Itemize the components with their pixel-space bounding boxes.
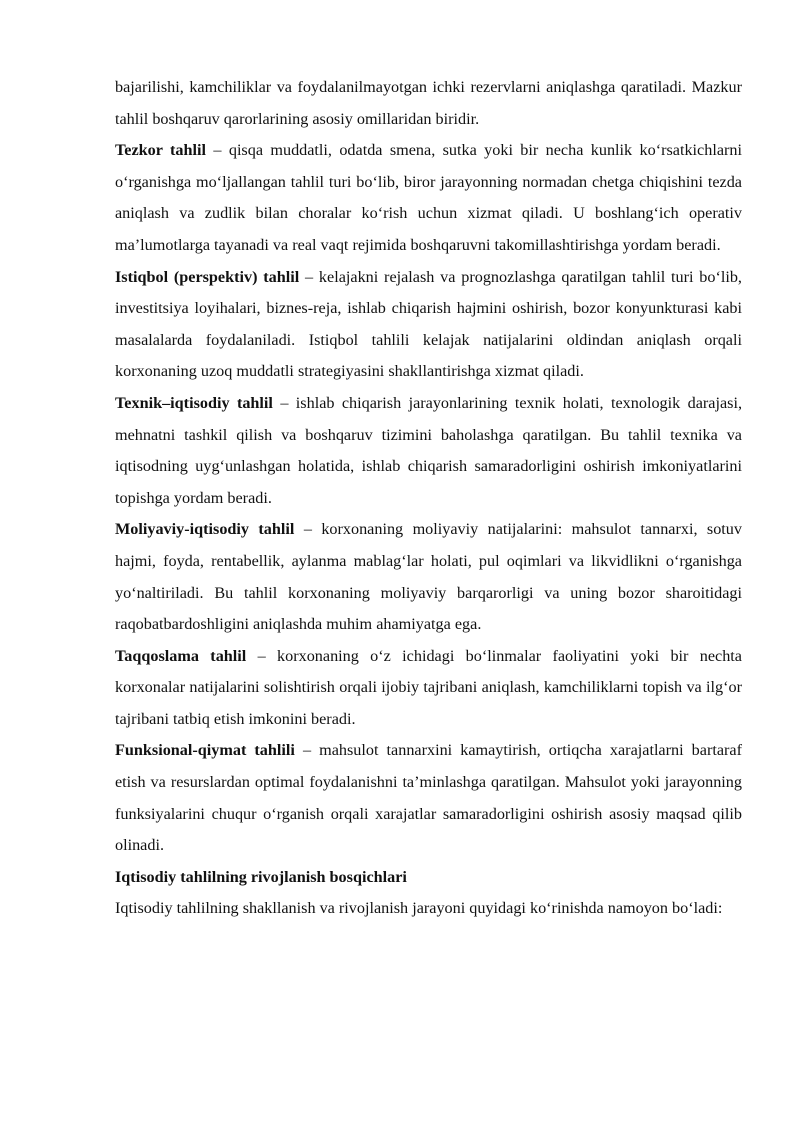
definition-text: – korxonaning moliyaviy natijalarini: mahsulot tannarxi, sotuv hajmi, foyda, rentabellik, aylanma mablag‘lar holati, pul oqimlari va likvidlikni o‘rganishga yo‘naltiriladi. Bu tahlil korxonaning moliyaviy barqarorligi va uning bozor sharoitidagi raqobatbardoshligini aniqlashda muhim ahamiyatga ega. xyxy=(115,520,742,634)
definition-comparative-analysis xyxy=(115,641,742,736)
intro-paragraph: bajarilishi, kamchiliklar va foydalanilmayotgan ichki rezervlarni aniqlashga qaratiladi. Mazkur tahlil boshqaruv qarorlarining asosiy omillaridan biridir. xyxy=(115,78,742,128)
definition-text: – mahsulot tannarxini kamaytirish, ortiqcha xarajatlarni bartaraf etish va resurslardan optimal foydalanishni ta’minlashga qaratilgan. Mahsulot yoki jarayonning funksiyalarini chuqur o‘rganish orqali xarajatlar samaradorligini oshirish asosiy maqsad qilib olinadi. xyxy=(115,741,742,855)
definition-operative-analysis xyxy=(115,135,742,261)
definition-term: Texnik–iqtisodiy tahlil xyxy=(115,393,273,412)
definition-term: Moliyaviy-iqtisodiy tahlil xyxy=(115,520,295,539)
definition-term: Funksional-qiymat tahlili xyxy=(115,741,295,760)
document-page xyxy=(115,72,742,925)
definition-text: – ishlab chiqarish jarayonlarining texnik holati, texnologik darajasi, mehnatni tashkil qilish va boshqaruv tizimini baholashga qaratilgan. Bu tahlil texnika va iqtisodning uyg‘unlashgan holatida, ishlab chiqarish samaradorligini oshirish imkoniyatlarini topishga yordam beradi. xyxy=(115,393,742,507)
definition-term: Istiqbol (perspektiv) tahlil xyxy=(115,267,300,286)
definition-term: Tezkor tahlil xyxy=(115,141,207,160)
definition-text: – qisqa muddatli, odatda smena, sutka yoki bir necha kunlik ko‘rsatkichlarni o‘rganishga mo‘ljallangan tahlil turi bo‘lib, biror jarayonning normadan chetga chiqishini tezda aniqlash va zudlik bilan choralar ko‘rish uchun xizmat qiladi. U boshlang‘ich operativ ma’lumotlarga tayanadi va real vaqt rejimida boshqaruvni takomillashtirishga yordam beradi. xyxy=(115,141,742,254)
definition-text: – kelajakni rejalash va prognozlashga qaratilgan tahlil turi bo‘lib, investitsiya loyihalari, biznes-reja, ishlab chiqarish hajmini oshirish, bozor konyunkturasi kabi masalalarda foydalaniladi. Istiqbol tahlili kelajak natijalarini oldindan aniqlash orqali korxonaning uzoq muddatli strategiyasini shakllantirishga xizmat qiladi. xyxy=(115,267,742,381)
definition-technical-economic-analysis xyxy=(115,388,742,514)
definition-term: Taqqoslama tahlil xyxy=(115,646,247,665)
definition-text: – korxonaning o‘z ichidagi bo‘linmalar faoliyatini yoki bir nechta korxonalar natijalarini solishtirish orqali ijobiy tajribani aniqlash, kamchiliklarni topish va ilg‘or tajribani tatbiq etish imkonini beradi. xyxy=(115,646,742,728)
definition-financial-economic-analysis xyxy=(115,514,742,640)
definition-perspective-analysis xyxy=(115,262,742,388)
section-heading: Iqtisodiy tahlilning rivojlanish bosqichlari xyxy=(115,867,407,886)
definition-functional-cost-analysis xyxy=(115,735,742,861)
section-paragraph: Iqtisodiy tahlilning shakllanish va rivojlanish jarayoni quyidagi ko‘rinishda namoyon bo‘ladi: xyxy=(115,899,723,918)
